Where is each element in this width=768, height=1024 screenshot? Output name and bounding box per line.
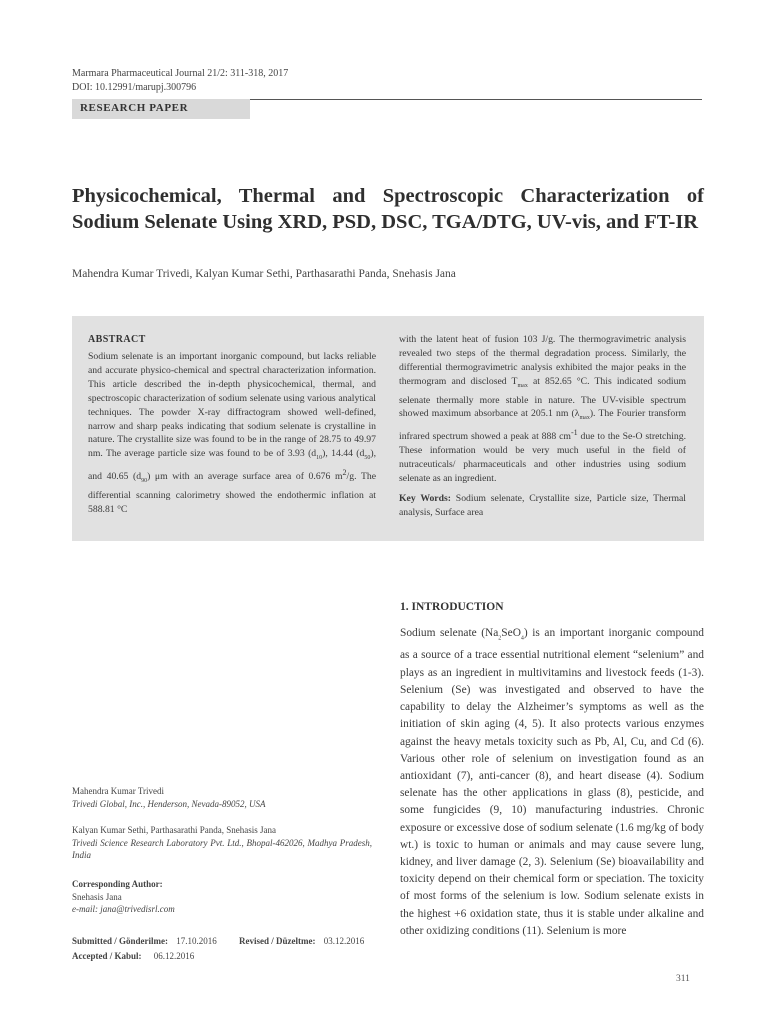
doi: DOI: 10.12991/marupj.300796 — [72, 82, 197, 93]
affiliation-2-institution: Trivedi Science Research Laboratory Pvt. Ltd., Bhopal-462026, Madhya Pradesh, India — [72, 837, 372, 861]
corresponding-author — [72, 878, 372, 916]
journal-header — [72, 67, 288, 95]
abstract-heading: ABSTRACT — [88, 334, 146, 345]
abstract-column-right — [399, 333, 686, 520]
corresponding-author-label: Corresponding Author: — [72, 879, 163, 889]
abstract-text-left: Sodium selenate is an important inorganic compound, but lacks reliable and accurate physico-chemical and spectral characterization information. This article described the in-depth physicochemical, thermal, and spectroscopic characterization of sodium selenate using various analytical techniques. The powder X-ray diffractogram showed well-defined, narrow and sharp peaks indicating that sodium selenate is crystalline in nature. The crystallite size was found to be in the range of 28.75 to 49.97 nm. The average particle size was found to be of 3.93 $(d_{10})$, 14.44 $(d_{50})$, and 40.65 $(d_{90})$ μm with an average surface area of 0.676 $m^2/g$. The differential scanning calorimetry showed the endothermic inflation at 588.81 °C — [88, 351, 377, 516]
submitted-label: Submitted / Gönderilme: — [72, 936, 168, 946]
introduction-paragraph: Sodium selenate $(Na_2SeO_4)$ is an important inorganic compound as a source of a trace essential nutritional element “selenium” and plays as an ingredient in multivitamins and livestock feeds (1-3). Selenium (Se) was investigated and observed to have the capability to delay the Alzheimer’s symptoms as well as the initiation of skin aging (4, 5). It also protects various enzymes against the heavy metals toxicity such as Pb, Al, Cu, and Cd (6). Various other role of selenium on investigation found as an antioxidant (7), anti-cancer (8), and heart disease (4). Sodium selenate has the other applications in glass (8), pesticide, and some fungicides (9, 10) manufacturing industries. Chronic exposure or excessive dose of sodium selenate (1.6 mg/kg of body wt.) is toxic to human or animals and may cause severe lung, kidney, and liver damage (2, 3). Selenium (Se) bioavailability and toxicity depend on their chemical form or speciation. The toxicity of most forms of the selenium is low. Sodium selenate exists in the highest +6 oxidation state, thus it is stable under alkaline and other oxidizing conditions (11). Selenium is more — [400, 627, 704, 937]
affiliation-1-institution: Trivedi Global, Inc., Henderson, Nevada-89052, USA — [72, 798, 266, 809]
abstract-text-right: with the latent heat of fusion 103 J/g. The thermogravimetric analysis revealed two steps of the thermal degradation process. Similarly, the differential thermogravimetric analysis exhibited the major peaks in the thermogram and disclosed $T_{max}$ at 852.65 °C. This indicated sodium selenate thermally more stable in nature. The UV-visible spectrum showed maximum absorbance at 205.1 nm $(\lambda_{max})$. The Fourier transform infrared spectrum showed a peak at 888 $cm^{-1}$ due to the Se-O stretching. These information would be very much useful in the field of nutraceuticals/ pharmaceuticals and other industries using sodium selenate as an ingredient. — [399, 334, 687, 485]
revised-date: 03.12.2016 — [323, 936, 365, 946]
affiliation-2-names: Kalyan Kumar Sethi, Parthasarathi Panda, Snehasis Jana — [72, 825, 276, 835]
journal-citation: Marmara Pharmaceutical Journal 21/2: 311-318, 2017 — [72, 68, 289, 79]
section-label-box — [72, 99, 250, 119]
accepted-label: Accepted / Kabul: — [72, 951, 142, 961]
paper-title: Physicochemical, Thermal and Spectroscopic Characterization of Sodium Selenate Using XRD, PSD, DSC, TGA/DTG, UV-vis, and FT-IR — [72, 185, 704, 233]
keywords — [399, 492, 686, 520]
page-number: 311 — [676, 974, 690, 984]
abstract-column-left — [88, 333, 376, 517]
submission-dates — [72, 934, 364, 964]
section-heading-introduction: 1. INTRODUCTION — [400, 601, 504, 613]
corresponding-author-email: e-mail: jana@trivedisrl.com — [72, 904, 175, 915]
affiliation-1-name: Mahendra Kumar Trivedi — [72, 786, 164, 796]
section-label: RESEARCH PAPER — [80, 102, 189, 114]
affiliation-2 — [72, 824, 372, 862]
affiliation-1 — [72, 785, 372, 810]
revised-label: Revised / Düzeltme: — [239, 936, 316, 946]
author-list: Mahendra Kumar Trivedi, Kalyan Kumar Sethi, Parthasarathi Panda, Snehasis Jana — [72, 268, 456, 280]
keywords-text: Sodium selenate, Crystallite size, Particle size, Thermal analysis, Surface area — [399, 493, 686, 519]
keywords-label: Key Words: — [399, 493, 451, 505]
accepted-date: 06.12.2016 — [153, 951, 195, 961]
submitted-date: 17.10.2016 — [176, 936, 217, 946]
corresponding-author-name: Snehasis Jana — [72, 891, 122, 902]
